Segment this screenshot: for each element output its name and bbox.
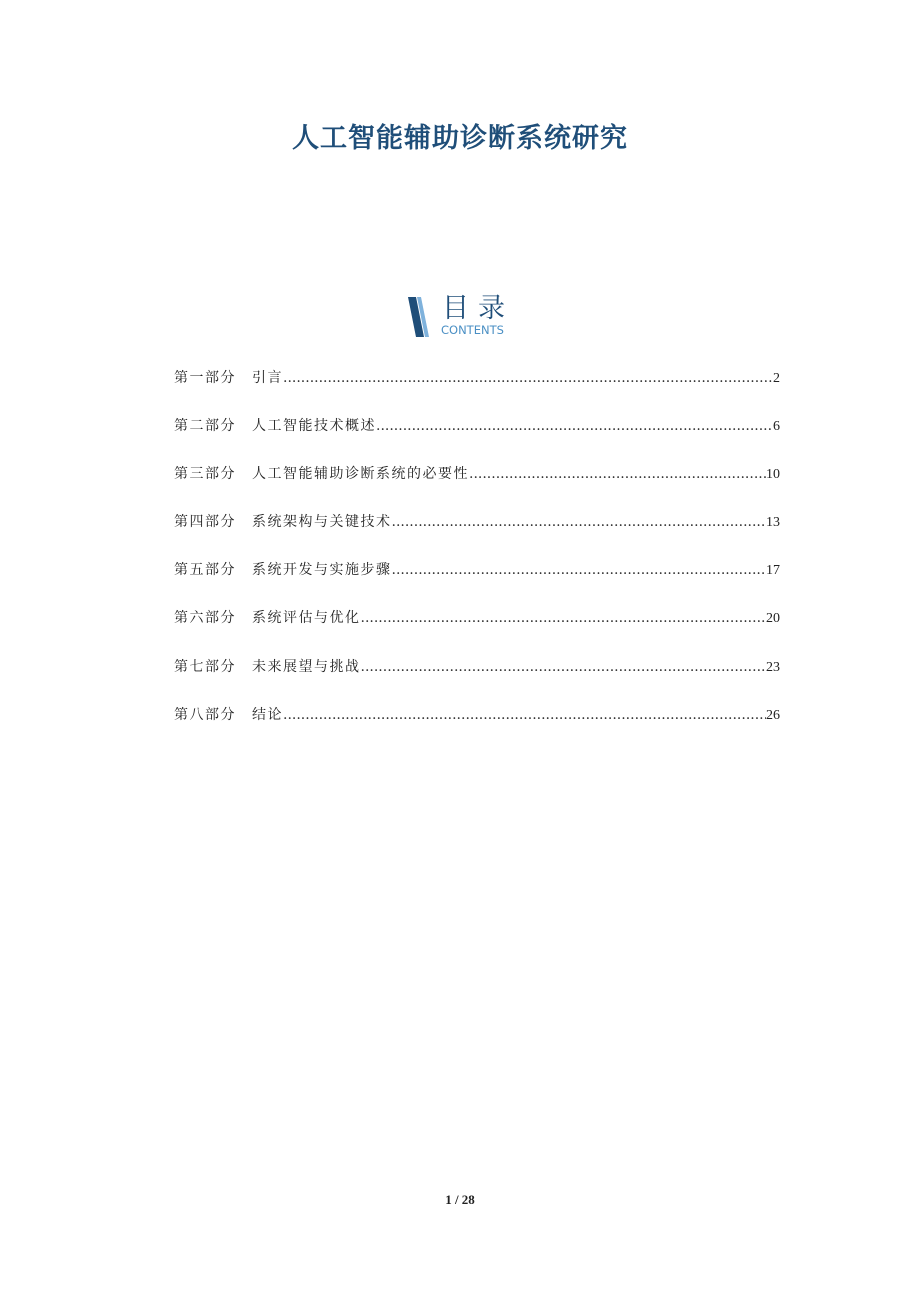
toc-entry-part: 第二部分: [174, 418, 236, 435]
toc-entry-part: 第六部分: [174, 610, 236, 627]
toc-entry-part: 第七部分: [174, 658, 236, 675]
toc-entry[interactable]: [174, 510, 780, 534]
toc-entry-page: 10: [766, 467, 780, 483]
toc-entry-leader: [392, 510, 767, 534]
toc-heading: [406, 294, 526, 342]
toc-entry-leader: [283, 703, 766, 727]
toc-entry-page: 13: [766, 515, 780, 531]
toc-list: [174, 366, 780, 751]
toc-entry-page: 17: [766, 563, 780, 579]
toc-entry-part: 第一部分: [174, 370, 236, 386]
toc-entry[interactable]: [174, 414, 780, 438]
toc-entry[interactable]: [174, 558, 780, 582]
toc-entry-part: 第三部分: [174, 466, 236, 483]
toc-entry[interactable]: [174, 606, 780, 630]
toc-entry-title: 人工智能技术概述: [252, 418, 376, 435]
toc-entry[interactable]: [174, 703, 780, 727]
toc-entry[interactable]: [174, 655, 780, 679]
toc-entry-page: 20: [766, 611, 780, 627]
toc-entry-part: 第八部分: [174, 706, 236, 723]
toc-entry-leader: [361, 655, 767, 679]
toc-entry-leader: [283, 366, 773, 390]
toc-entry-part: 第五部分: [174, 562, 236, 579]
toc-entry-page: 26: [766, 707, 780, 723]
toc-entry-part: 第四部分: [174, 514, 236, 531]
toc-entry-page: 6: [773, 419, 780, 435]
toc-entry-title: 未来展望与挑战: [252, 658, 361, 675]
book-stripe-icon: [406, 296, 430, 338]
toc-entry-leader: [392, 558, 767, 582]
toc-entry[interactable]: [174, 366, 780, 390]
toc-entry-leader: [376, 414, 773, 438]
toc-entry-page: 2: [773, 371, 780, 386]
toc-entry-title: 结论: [252, 706, 283, 723]
toc-entry-leader: [361, 606, 767, 630]
toc-entry-title: 系统架构与关键技术: [252, 514, 392, 531]
document-title: 人工智能辅助诊断系统研究: [292, 123, 628, 154]
toc-heading-subtitle: CONTENTS: [441, 323, 504, 337]
toc-heading-title: 目录: [442, 293, 514, 324]
toc-entry[interactable]: [174, 462, 780, 486]
toc-entry-title: 人工智能辅助诊断系统的必要性: [252, 466, 469, 483]
toc-entry-title: 系统开发与实施步骤: [252, 562, 392, 579]
toc-entry-title: 引言: [252, 370, 283, 386]
page-number: 1 / 28: [445, 1192, 475, 1207]
toc-entry-title: 系统评估与优化: [252, 610, 361, 627]
toc-entry-page: 23: [766, 659, 780, 675]
toc-entry-leader: [469, 462, 766, 486]
